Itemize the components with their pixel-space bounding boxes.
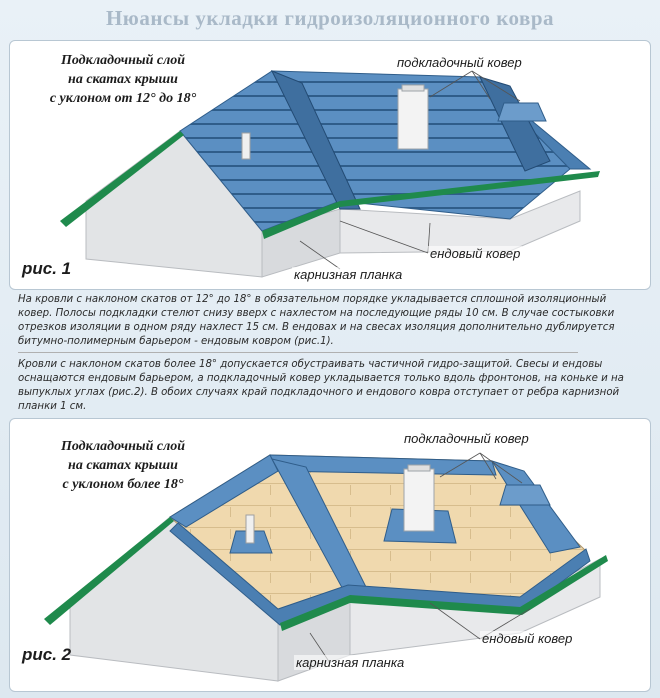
page-title: Нюансы укладки гидроизоляционного ковра bbox=[105, 6, 555, 30]
figure-2-label-valley: ендовый ковер bbox=[482, 631, 573, 646]
chimney bbox=[398, 89, 428, 149]
figure-1-label-underlay: подкладочный ковер bbox=[397, 55, 522, 70]
vent-pipe bbox=[242, 133, 250, 159]
dormer bbox=[500, 485, 550, 505]
figure-2-number: рис. 2 bbox=[22, 645, 72, 664]
figure-1-caption: Подкладочный слой на скатах крыши с уклоном от 12° до 18° bbox=[49, 53, 197, 106]
figure-1-label-valley: ендовый ковер bbox=[430, 246, 521, 261]
figure-1-panel bbox=[9, 40, 651, 290]
paragraph-divider bbox=[18, 352, 578, 353]
figure-2-label-underlay: подкладочный ковер bbox=[404, 431, 529, 446]
figure-2-panel bbox=[9, 418, 651, 692]
paragraph-2: Кровли с наклоном скатов более 18° допускается обустраивать частичной гидро-защитой. Свесы и ендовы оснащаются ендовым барьером, а подкладочный ковер укладывается только вдоль фронтонов, на коньке и на выпуклых углах (рис.2). В обоих случаях край подкладочного и ендового ковра отступает от ребра карнизной планки 1 см. bbox=[18, 359, 624, 412]
figure-2-label-eaves: карнизная планка bbox=[296, 655, 405, 670]
figure-1-number: рис. 1 bbox=[22, 259, 72, 278]
figure-1-label-eaves: карнизная планка bbox=[294, 267, 403, 282]
dormer bbox=[498, 103, 546, 121]
vent-pipe bbox=[246, 515, 254, 543]
paragraph-1: На кровли с наклоном скатов от 12° до 18° в обязательном порядке укладывается сплошной изоляционный ковер. Полосы подкладки стелют снизу вверх с нахлестом на последующие ряды 10 см. В случае состыковки отрезков изоляции в одном ряду нахлест 15 см. В ендовах и на свесах изоляция дополнительно дублируется битумно-полимерным барьером - ендовым ковром (рис.1). bbox=[18, 294, 615, 347]
chimney bbox=[404, 469, 434, 531]
figure-2-caption: Подкладочный слой на скатах крыши с уклоном более 18° bbox=[60, 439, 186, 492]
